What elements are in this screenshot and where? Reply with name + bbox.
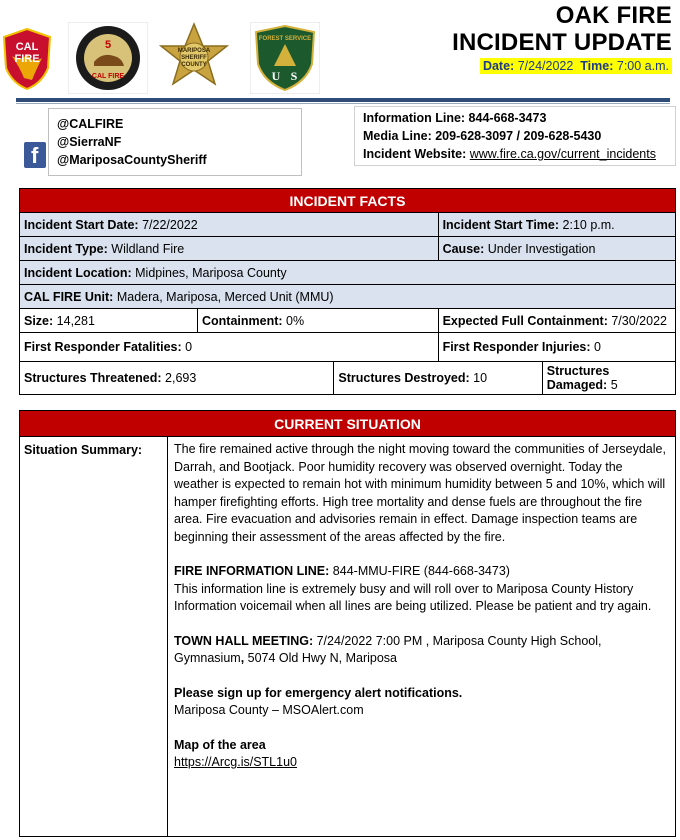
- first-responder-injuries: First Responder Injuries: 0: [438, 333, 675, 362]
- incident-size: Size: 14,281: [20, 309, 198, 333]
- svg-text:FIRE: FIRE: [14, 53, 40, 65]
- header-divider-thin: [16, 103, 670, 104]
- alert-signup-block: [174, 685, 669, 720]
- contact-info-box: [354, 106, 676, 166]
- current-situation-heading: CURRENT SITUATION: [20, 411, 676, 437]
- incident-containment: Containment: 0%: [198, 309, 439, 333]
- title-block: [452, 2, 672, 75]
- cal-fire-logo: [2, 28, 52, 90]
- date-value: 7/24/2022: [517, 59, 574, 73]
- town-hall-value: 7/24/2022 7:00 PM , Mariposa County High School, Gymnasium: [174, 633, 602, 665]
- svg-text:SHERIFF: SHERIFF: [181, 55, 207, 61]
- incident-start-date: Incident Start Date: 7/22/2022: [20, 213, 439, 237]
- header-logos: [0, 22, 330, 96]
- fire-information-line-block: [174, 563, 669, 616]
- incident-start-time: Incident Start Time: 2:10 p.m.: [438, 213, 675, 237]
- table-row: [20, 437, 676, 837]
- structures-destroyed: Structures Destroyed: 10: [334, 362, 542, 395]
- alert-signup-text: Mariposa County – MSOAlert.com: [174, 703, 364, 717]
- town-hall-label: TOWN HALL MEETING:: [174, 633, 314, 648]
- incident-cause: Cause: Under Investigation: [438, 237, 675, 261]
- incident-website-label: Incident Website:: [363, 147, 467, 161]
- town-hall-comma: ,: [240, 651, 245, 665]
- social-handle-sierranf: @SierraNF: [57, 135, 122, 149]
- structures-threatened: Structures Threatened: 2,693: [20, 362, 334, 395]
- fire-info-line-value: 844-MMU-FIRE (844-668-3473): [332, 564, 510, 578]
- fire-info-line-label: FIRE INFORMATION LINE:: [174, 564, 330, 578]
- map-label: Map of the area: [174, 737, 266, 752]
- time-label: Time:: [580, 59, 614, 73]
- situation-summary-text: The fire remained active through the night moving toward the communities of Jerseydale, Darrah, and Bootjack. Poor humidity recovery was observed overnight. Today the weather is expected to remain hot with minimum humidity between 5 and 10%, which will hamper firefighting efforts. High tree mortality and dense fuels are throughout the fire area. Fire evacuation and advisories remain in effect. Damage inspection teams are beginning their assessment of the areas affected by the fire.: [174, 442, 666, 544]
- svg-text:FOREST SERVICE: FOREST SERVICE: [258, 36, 312, 42]
- structures-damaged: Structures Damaged: 5: [542, 362, 675, 395]
- svg-text:U: U: [271, 69, 281, 83]
- svg-text:CAL FIRE: CAL FIRE: [91, 73, 125, 80]
- table-row: [20, 309, 676, 333]
- incident-website-row: [363, 145, 667, 163]
- svg-text:COUNTY: COUNTY: [181, 62, 207, 68]
- incident-website-link[interactable]: www.fire.ca.gov/current_incidents: [469, 147, 656, 161]
- social-handles-box: [48, 108, 302, 176]
- current-situation-table: [19, 410, 676, 837]
- social-handle-mariposa-sheriff: @MariposaCountySheriff: [57, 153, 207, 167]
- forest-service-shield-logo: [250, 22, 320, 94]
- table-row: [20, 237, 676, 261]
- incident-facts-heading: INCIDENT FACTS: [20, 189, 676, 213]
- incident-management-team-5-logo: [68, 22, 148, 94]
- date-time-line: [480, 58, 672, 74]
- situation-summary-label: Situation Summary:: [20, 437, 168, 837]
- situation-summary-body: [168, 437, 676, 837]
- first-responder-fatalities: First Responder Fatalities: 0: [20, 333, 439, 362]
- town-hall-address: 5074 Old Hwy N, Mariposa: [244, 651, 398, 665]
- incident-facts-table: [19, 188, 676, 395]
- date-label: Date:: [482, 59, 515, 73]
- media-line: Media Line: 209-628-3097 / 209-628-5430: [363, 129, 602, 143]
- map-block: [174, 737, 669, 772]
- mariposa-sheriff-badge-logo: [155, 22, 233, 94]
- facebook-icon[interactable]: f: [24, 142, 46, 168]
- social-handle-calfire: @CALFIRE: [57, 117, 124, 131]
- town-hall-meeting-block: [174, 633, 669, 668]
- cal-fire-unit: CAL FIRE Unit: Madera, Mariposa, Merced Unit (MMU): [20, 285, 676, 309]
- table-row: [20, 261, 676, 285]
- header-divider: [16, 98, 670, 102]
- svg-text:CAL: CAL: [15, 41, 39, 53]
- incident-type: Incident Type: Wildland Fire: [20, 237, 439, 261]
- information-line: Information Line: 844-668-3473: [363, 111, 547, 125]
- title-incident-update: INCIDENT UPDATE: [452, 29, 672, 56]
- fire-info-line-text: This information line is extremely busy and will roll over to Mariposa County History Information voicemail when all lines are being utilized. Please be patient and try again.: [174, 581, 652, 613]
- svg-text:5: 5: [104, 39, 112, 51]
- table-row: [20, 362, 676, 395]
- table-row: [20, 213, 676, 237]
- incident-location: Incident Location: Midpines, Mariposa County: [20, 261, 676, 285]
- map-link[interactable]: https://Arcg.is/STL1u0: [174, 755, 297, 769]
- title-oak-fire: OAK FIRE: [555, 2, 672, 29]
- alert-signup-label: Please sign up for emergency alert notifications.: [174, 685, 463, 700]
- table-row: [20, 333, 676, 362]
- svg-text:S: S: [290, 69, 298, 83]
- expected-full-containment: Expected Full Containment: 7/30/2022: [438, 309, 675, 333]
- svg-text:MARIPOSA: MARIPOSA: [177, 48, 211, 54]
- time-value: 7:00 a.m.: [616, 59, 669, 73]
- table-row: [20, 285, 676, 309]
